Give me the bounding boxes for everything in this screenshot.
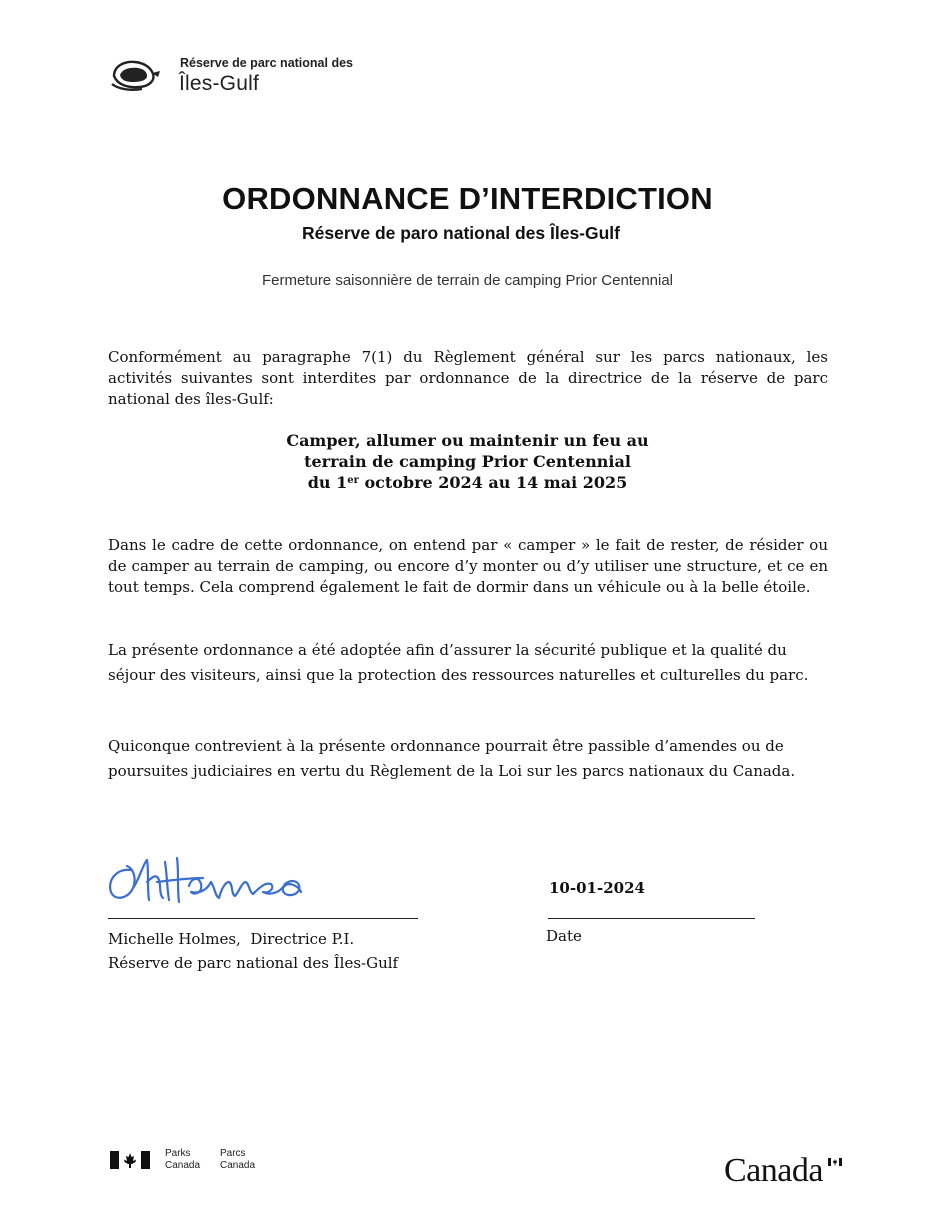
signer-block: [108, 927, 398, 975]
closure-tagline: Fermeture saisonnière de terrain de camping Prior Centennial: [261, 272, 674, 289]
prohibition-line2: terrain de camping Prior Centennial: [304, 452, 631, 471]
document-subtitle: Réserve de paro national des Îles-Gulf: [301, 223, 621, 243]
signature-line: [108, 918, 418, 919]
wordmark-flag-icon: [828, 1158, 842, 1166]
canada-wordmark-text: Canada: [724, 1152, 823, 1189]
parks-canada-en: Parks Canada: [165, 1148, 201, 1171]
parks-canada-signature: [110, 1148, 270, 1174]
canada-wordmark: [724, 1152, 854, 1192]
document-title: ORDONNANCE D’INTERDICTION: [222, 181, 713, 216]
date-line: [548, 918, 755, 919]
header-park-line2: Îles-Gulf: [179, 72, 259, 95]
signer-organization: Réserve de parc national des Îles-Gulf: [108, 954, 399, 972]
prohibition-line1: Camper, allumer ou maintenir un feu au: [286, 431, 649, 450]
prohibition-line3: du 1er octobre 2024 au 14 mai 2025: [307, 473, 628, 492]
park-header: [110, 52, 510, 102]
date-label: Date: [546, 927, 582, 945]
intro-paragraph: Conformément au paragraphe 7(1) du Règlement général sur les parcs nationaux, les activités suivantes sont interdites par ordonnance de la directrice de la réserve de parc national des îles-Gulf:: [108, 348, 828, 408]
signature-date: 10-01-2024: [549, 879, 645, 897]
canada-flag-icon: [110, 1151, 150, 1169]
prohibition-block: [0, 430, 935, 493]
penalty-paragraph: Quiconque contrevient à la présente ordonnance pourrait être passible d’amendes ou de poursuites judiciaires en vertu du Règlement de la Loi sur les parcs nationaux du Canada.: [108, 737, 796, 780]
beaver-icon: [110, 58, 162, 92]
parcs-canada-fr: Parcs Canada: [220, 1148, 256, 1171]
definition-paragraph: Dans le cadre de cette ordonnance, on entend par « camper » le fait de rester, de résider ou de camper au terrain de camping, ou encore d’y monter ou d’y utiliser une structure, et ce en tout temps. Cela comprend également le fait de dormir dans un véhicule ou à la belle étoile.: [108, 536, 828, 596]
signer-name: Michelle Holmes, Directrice P.I.: [108, 930, 355, 948]
purpose-paragraph: La présente ordonnance a été adoptée afin d’assurer la sécurité publique et la qualité du séjour des visiteurs, ainsi que la protection des ressources naturelles et culturelles du parc.: [108, 641, 809, 684]
header-park-line1: Réserve de parc national des: [180, 56, 353, 70]
handwritten-signature: [103, 852, 313, 914]
